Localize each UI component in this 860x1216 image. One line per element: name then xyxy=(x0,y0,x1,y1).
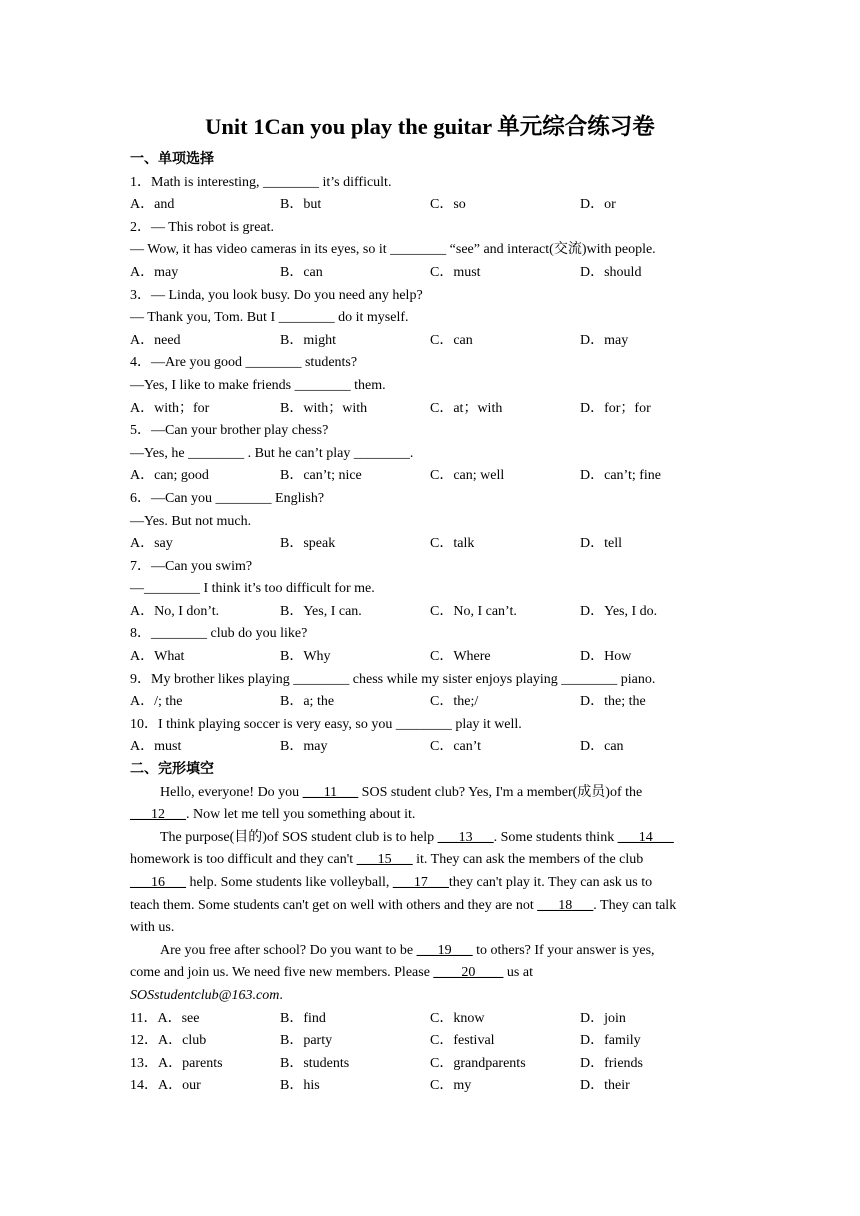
blank-18: ___18___ xyxy=(537,897,594,913)
section-heading-cloze: 二、完形填空 xyxy=(130,762,214,778)
cloze-paragraph-3-line-2 xyxy=(130,962,725,985)
option-a: 14．A．our xyxy=(130,1078,201,1094)
option-c: C．can’t xyxy=(430,739,482,755)
cloze-text: SOS student club? Yes, I'm a member(成员)of the xyxy=(358,784,643,800)
cloze-text: they can't play it. They can ask us to xyxy=(448,875,653,890)
option-d: D．may xyxy=(580,332,629,348)
question-7-line-2: —________ I think it’s too difficult for me. xyxy=(130,581,375,597)
question-3-options xyxy=(130,330,725,353)
question-8-options xyxy=(130,646,725,669)
cloze-text: homework is too difficult and they can't xyxy=(130,852,357,868)
option-c: C．can xyxy=(430,332,473,348)
club-email: SOSstudentclub@163.com xyxy=(130,987,280,1003)
worksheet-body xyxy=(130,149,725,1098)
cloze-paragraph-3-line-3 xyxy=(130,985,725,1008)
cloze-paragraph-1-line-1 xyxy=(130,782,725,805)
question-6-options xyxy=(130,533,725,556)
option-d: D．tell xyxy=(580,536,622,552)
question-2-line-1: 2．— This robot is great. xyxy=(130,219,275,235)
option-d: D．How xyxy=(580,649,632,665)
cloze-text: help. Some students like volleyball, xyxy=(186,875,393,890)
option-a: 11．A．see xyxy=(130,1010,200,1026)
cloze-text: . They can talk xyxy=(593,897,677,913)
question-10-options xyxy=(130,736,725,759)
option-a: A．with；for xyxy=(130,400,210,416)
option-d: D．the; the xyxy=(580,694,646,710)
cloze-paragraph-2-line-5: with us. xyxy=(130,920,175,936)
question-6-line-1: 6．—Can you ________ English? xyxy=(130,490,325,506)
option-c: C．so xyxy=(430,197,466,213)
option-a: A．What xyxy=(130,649,185,665)
option-a: A．and xyxy=(130,197,175,213)
option-a: A．say xyxy=(130,536,173,552)
option-a: A．may xyxy=(130,264,179,280)
blank-19: ___19___ xyxy=(416,942,473,958)
cloze-text: . xyxy=(279,987,283,1003)
question-5-line-1: 5．—Can your brother play chess? xyxy=(130,423,329,439)
option-d: D．Yes, I do. xyxy=(580,603,658,619)
question-14-options xyxy=(130,1075,725,1098)
cloze-paragraph-2-line-1 xyxy=(130,827,725,850)
question-2-line-2: — Wow, it has video cameras in its eyes, so it ________ “see” and interact(交流)with people. xyxy=(130,242,656,258)
option-b: B．may xyxy=(280,739,328,755)
cloze-paragraph-2-line-3 xyxy=(130,872,725,895)
option-a: 12．A．club xyxy=(130,1033,207,1049)
question-4-line-1: 4．—Are you good ________ students? xyxy=(130,355,358,371)
question-1: 1．Math is interesting, ________ it’s difficult. xyxy=(130,174,392,190)
blank-20: ____20____ xyxy=(433,965,504,981)
question-3-line-2: — Thank you, Tom. But I ________ do it myself. xyxy=(130,310,409,326)
cloze-text: teach them. Some students can't get on well with others and they are not xyxy=(130,897,538,913)
option-d: D．for；for xyxy=(580,400,651,416)
option-b: B．can xyxy=(280,264,323,280)
option-c: C．my xyxy=(430,1078,472,1094)
question-1-options xyxy=(130,194,725,217)
option-a: A．can; good xyxy=(130,468,209,484)
question-7-line-1: 7．—Can you swim? xyxy=(130,558,253,574)
question-6-line-2: —Yes. But not much. xyxy=(130,513,252,529)
option-b: B．Yes, I can. xyxy=(280,603,362,619)
option-c: C．No, I can’t. xyxy=(430,603,517,619)
option-c: C．can; well xyxy=(430,468,505,484)
option-d: D．join xyxy=(580,1010,626,1026)
blank-14: ___14___ xyxy=(617,829,674,845)
option-a: A．/; the xyxy=(130,694,183,710)
question-3-line-1: 3．— Linda, you look busy. Do you need any help? xyxy=(130,287,423,303)
blank-12: ___12___ xyxy=(130,807,186,823)
option-b: B．might xyxy=(280,332,337,348)
question-5-options xyxy=(130,465,725,488)
cloze-text: . Now let me tell you something about it. xyxy=(186,807,416,823)
option-b: B．students xyxy=(280,1055,350,1071)
option-b: B．but xyxy=(280,197,322,213)
option-d: D．should xyxy=(580,264,642,280)
option-b: B．find xyxy=(280,1010,326,1026)
option-a: A．must xyxy=(130,739,182,755)
option-b: B．Why xyxy=(280,649,331,665)
option-a: A．No, I don’t. xyxy=(130,603,220,619)
option-c: C．talk xyxy=(430,536,475,552)
option-d: D．can’t; fine xyxy=(580,468,661,484)
cloze-text: it. They can ask the members of the club xyxy=(412,852,644,868)
option-b: B．can’t; nice xyxy=(280,468,362,484)
option-d: D．or xyxy=(580,197,616,213)
question-9-options xyxy=(130,691,725,714)
blank-13: ___13___ xyxy=(437,829,494,845)
option-c: C．festival xyxy=(430,1033,495,1049)
question-4-options xyxy=(130,398,725,421)
cloze-text: The purpose(目的)of SOS student club is to help xyxy=(160,829,438,845)
option-a: A．need xyxy=(130,332,181,348)
blank-17: ___17___ xyxy=(392,875,449,890)
cloze-paragraph-2-line-2 xyxy=(130,849,725,872)
blank-16: ___16___ xyxy=(130,875,186,890)
option-d: D．family xyxy=(580,1033,641,1049)
question-11-options xyxy=(130,1008,725,1031)
cloze-text: come and join us. We need five new members. Please xyxy=(130,965,434,981)
cloze-text: us at xyxy=(503,965,533,981)
question-13-options xyxy=(130,1053,725,1076)
cloze-text: Are you free after school? Do you want to be xyxy=(160,942,417,958)
option-c: C．know xyxy=(430,1010,485,1026)
option-b: B．party xyxy=(280,1033,333,1049)
question-7-options xyxy=(130,601,725,624)
section-heading-multiple-choice: 一、单项选择 xyxy=(130,152,214,167)
option-c: C．Where xyxy=(430,649,491,665)
cloze-text: Hello, everyone! Do you xyxy=(160,784,303,800)
question-2-options xyxy=(130,262,725,285)
cloze-paragraph-3-line-1 xyxy=(130,940,725,963)
option-b: B．speak xyxy=(280,536,336,552)
blank-11: ___11___ xyxy=(302,784,359,800)
option-c: C．must xyxy=(430,264,481,280)
question-9: 9．My brother likes playing ________ chess while my sister enjoys playing ________ piano. xyxy=(130,671,656,687)
option-c: C．the;/ xyxy=(430,694,479,710)
cloze-paragraph-1-line-2 xyxy=(130,804,725,827)
question-12-options xyxy=(130,1030,725,1053)
question-4-line-2: —Yes, I like to make friends ________ them. xyxy=(130,377,386,393)
option-c: C．grandparents xyxy=(430,1055,526,1071)
blank-15: ___15___ xyxy=(356,852,413,868)
option-d: D．their xyxy=(580,1078,630,1094)
page-title: Unit 1Can you play the guitar 单元综合练习卷 xyxy=(205,114,655,139)
option-d: D．can xyxy=(580,739,624,755)
question-10: 10．I think playing soccer is very easy, so you ________ play it well. xyxy=(130,716,522,732)
cloze-paragraph-2-line-4 xyxy=(130,895,725,918)
cloze-text: to others? If your answer is yes, xyxy=(472,942,655,958)
option-d: D．friends xyxy=(580,1055,643,1071)
option-b: B．a; the xyxy=(280,694,335,710)
question-5-line-2: —Yes, he ________ . But he can’t play ________. xyxy=(130,445,414,461)
option-b: B．with；with xyxy=(280,400,368,416)
option-b: B．his xyxy=(280,1078,320,1094)
cloze-text: . Some students think xyxy=(493,829,618,845)
option-c: C．at；with xyxy=(430,400,503,416)
option-a: 13．A．parents xyxy=(130,1055,223,1071)
question-8: 8．________ club do you like? xyxy=(130,626,308,642)
